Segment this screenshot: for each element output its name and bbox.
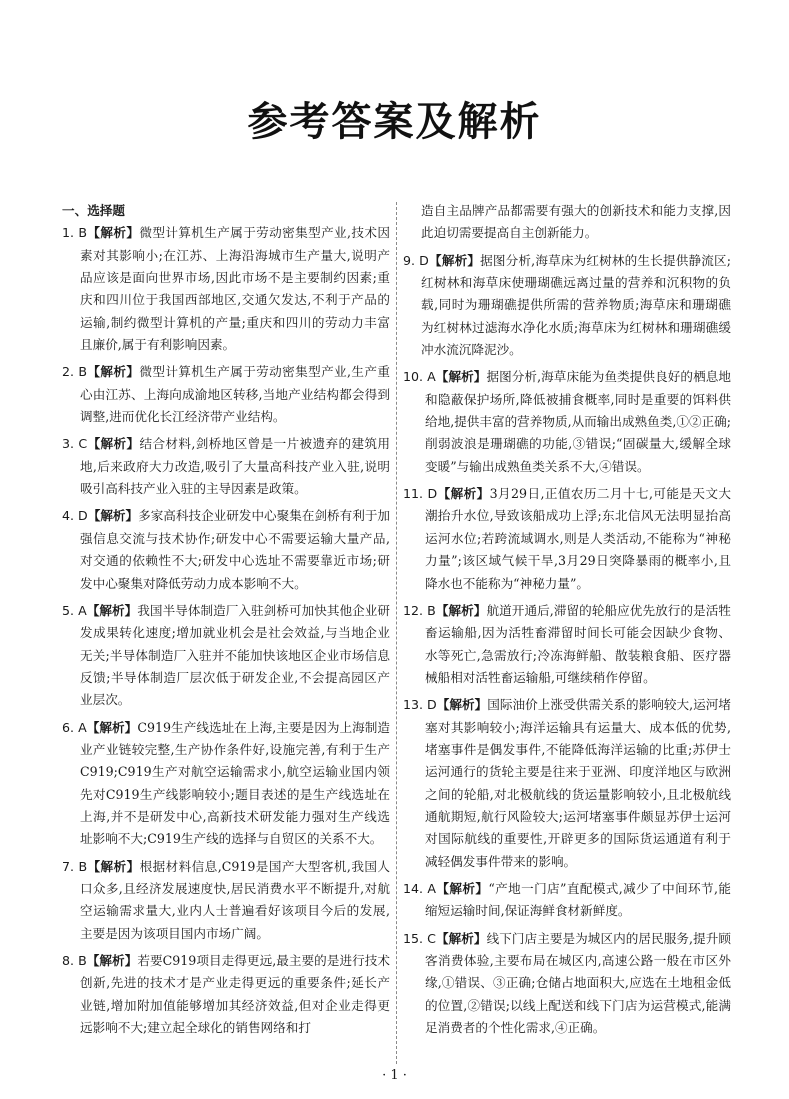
answer-text: 据图分析,海草床为红树林的生长提供静流区;红树林和海草床使珊瑚礁远离过量的营养和沉积物的负载,同时为珊瑚礁提供所需的营养物质;海草床和珊瑚礁为红树林过滤海水净化水质;海草床为红树林和珊瑚礁缓冲水流沉降泥沙。 (421, 252, 732, 358)
left-column (62, 200, 390, 1044)
column-divider (396, 202, 397, 1064)
analysis-tag: 【解析】 (437, 486, 490, 502)
answer-item-7 (62, 856, 390, 945)
analysis-tag: 【解析】 (428, 252, 481, 268)
answer-text: 根据材料信息,C919是国产大型客机,我国人口众多,且经济发展速度快,居民消费水平不断提升,对航空运输需求量大,业内人士普遍看好该项目今后的发展,主要是因为该项目国内市场广阔。 (80, 858, 390, 941)
analysis-tag: 【解析】 (87, 508, 139, 524)
answer-text: 多家高科技企业研发中心聚集在剑桥有利于加强信息交流与技术协作;研发中心不需要运输大量产品,对交通的依赖性不大;研发中心选址不需要靠近市场;研发中心聚集对降低劳动力成本影响不大。 (80, 508, 391, 591)
answer-number: 1. B (62, 225, 88, 241)
answer-text: 微型计算机生产属于劳动密集型产业,生产重心由江苏、上海向成渝地区转移,当地产业结构都会得到调整,进而优化长江经济带产业结构。 (80, 364, 390, 425)
analysis-tag: 【解析】 (87, 436, 140, 452)
analysis-tag: 【解析】 (436, 697, 488, 713)
answer-number: 9. D (403, 252, 429, 268)
answer-item-9 (403, 250, 731, 362)
answer-text: 国际油价上涨受供需关系的影响较大,运河堵塞对其影响较小;海洋运输具有运量大、成本低的优势,堵塞事件是偶发事件,不能降低海洋运输的比重;苏伊士运河通行的货轮主要是往来于亚洲、印度洋地区与欧洲之间的轮船,对北极航线的货运量影响较小,且北极航线通航期短,航行风险较大;运河堵塞事件颇显苏伊士运河对国际航线的重要性,开辟更多的国际货运通道有利于减轻偶发事件带来的影响。 (425, 697, 732, 869)
answer-number: 6. A (62, 719, 87, 735)
answer-text: 据图分析,海草床能为鱼类提供良好的栖息地和隐蔽保护场所,降低被捕食概率,同时是重要的饵料供给地,提供丰富的营养物质,从而输出成熟鱼类,①②正确;削弱波浪是珊瑚礁的功能,③错误;“固碳量大,缓解全球变暖”与输出成熟鱼类关系不大,④错误。 (425, 369, 731, 474)
answer-number: 2. B (62, 364, 88, 380)
analysis-tag: 【解析】 (87, 364, 140, 380)
section-heading: 一、选择题 (62, 203, 125, 218)
answer-number: 10. A (403, 369, 436, 385)
page-title: 参考答案及解析 (247, 99, 542, 145)
analysis-tag: 【解析】 (86, 719, 138, 735)
answer-text: 我国半导体制造厂入驻剑桥可加快其他企业研发成果转化速度;增加就业机会是社会效益,与当地企业无关;半导体制造厂入驻并不能加快该地区企业市场信息反馈;半导体制造厂层次低于研发企业,不会提高园区产业层次。 (80, 602, 391, 708)
analysis-tag: 【解析】 (87, 225, 140, 241)
answer-item-8-continued: 造自主品牌产品都需要有强大的创新技术和能力支撑,因此迫切需要提高自主创新能力。 (421, 203, 731, 241)
analysis-tag: 【解析】 (86, 602, 138, 618)
answer-text: 若要C919项目走得更远,最主要的是进行技术创新,先进的技术才是产业走得更远的重要条件;延长产业链,增加附加值能够增加其经济效益,但对企业走得更远影响不大;建立起全球化的销售网络和打 (80, 953, 390, 1036)
answer-text: “产地一门店”直配模式,减少了中间环节,能缩短运输时间,保证海鲜食材新鲜度。 (425, 880, 731, 919)
analysis-tag: 【解析】 (436, 880, 489, 896)
answer-item-15 (403, 928, 731, 1040)
answer-number: 11. D (403, 486, 438, 502)
answer-item-1 (62, 222, 390, 356)
answer-item-12 (403, 600, 731, 689)
answer-item-6 (62, 717, 390, 851)
page-number: · 1 · (382, 1068, 407, 1083)
answer-number: 4. D (62, 508, 88, 524)
answer-number: 15. C (403, 930, 436, 946)
answer-number: 5. A (62, 602, 87, 618)
analysis-tag: 【解析】 (86, 953, 138, 968)
answer-item-13 (403, 694, 731, 873)
answer-text: 结合材料,剑桥地区曾是一片被遗弃的建筑用地,后来政府大力改造,吸引了大量高科技产业入驻,说明吸引高科技产业入驻的主导因素是政策。 (80, 436, 391, 497)
answer-number: 14. A (403, 880, 437, 896)
answer-item-2 (62, 361, 390, 428)
answer-number: 8. B (62, 953, 87, 968)
answer-item-3 (62, 433, 390, 500)
answer-item-8 (62, 950, 390, 1039)
answer-item-10 (403, 366, 731, 478)
answer-number: 7. B (62, 858, 88, 874)
answer-text: 线下门店主要是为城区内的居民服务,提升顾客消费体验,主要布局在城区内,高速公路一般在市区外缘,①错误、③正确;仓储占地面积大,应选在土地租金低的位置,②错误;以线上配送和线下门店为运营模式,能满足消费者的个性化需求,④正确。 (425, 930, 732, 1036)
answer-item-14 (403, 878, 731, 923)
answer-text: 微型计算机生产属于劳动密集型产业,技术因素对其影响小;在江苏、上海沿海城市生产量大,说明产品应该是面向世界市场,因此市场不是主要制约因素;重庆和四川位于我国西部地区,交通欠发达,不利于产品的运输,制约微型计算机的产量;重庆和四川的劳动力丰富且廉价,属于有利影响因素。 (80, 225, 390, 353)
analysis-tag: 【解析】 (87, 858, 140, 874)
answer-number: 3. C (62, 436, 88, 452)
answer-item-4 (62, 505, 390, 594)
answer-text: 3月29日,正值农历二月十七,可能是天文大潮抬升水位,导致该船成功上浮;东北信风无法明显抬高运河水位;若跨流域调水,则是人类活动,不能称为“神秘力量”;该区域气候干旱,3月29日突降暴雨的概率小,且降水也不能称为“神秘力量”。 (425, 486, 732, 591)
answer-item-5 (62, 600, 390, 712)
analysis-tag: 【解析】 (435, 602, 487, 618)
answer-number: 13. D (403, 697, 437, 713)
right-column (403, 200, 731, 1044)
analysis-tag: 【解析】 (435, 369, 487, 385)
answer-number: 12. B (403, 602, 436, 618)
answer-item-11 (403, 483, 731, 595)
answer-text: C919生产线选址在上海,主要是因为上海制造业产业链较完整,生产协作条件好,设施完善,有利于生产C919;C919生产对航空运输需求小,航空运输业国内领先对C919生产线影响较小;题目表述的是生产线选址在上海,并不是研发中心,高新技术研发能力强对生产线选址影响不大;C919生产线的选择与自贸区的关系不大。 (80, 719, 391, 847)
analysis-tag: 【解析】 (435, 930, 487, 946)
answer-text: 航道开通后,滞留的轮船应优先放行的是活牲畜运输船,因为活牲畜滞留时间长可能会因缺少食物、水等死亡,急需放行;冷冻海鲜船、散装粮食船、医疗器械船相对活牲畜运输船,可继续稍作停留。 (425, 602, 732, 685)
